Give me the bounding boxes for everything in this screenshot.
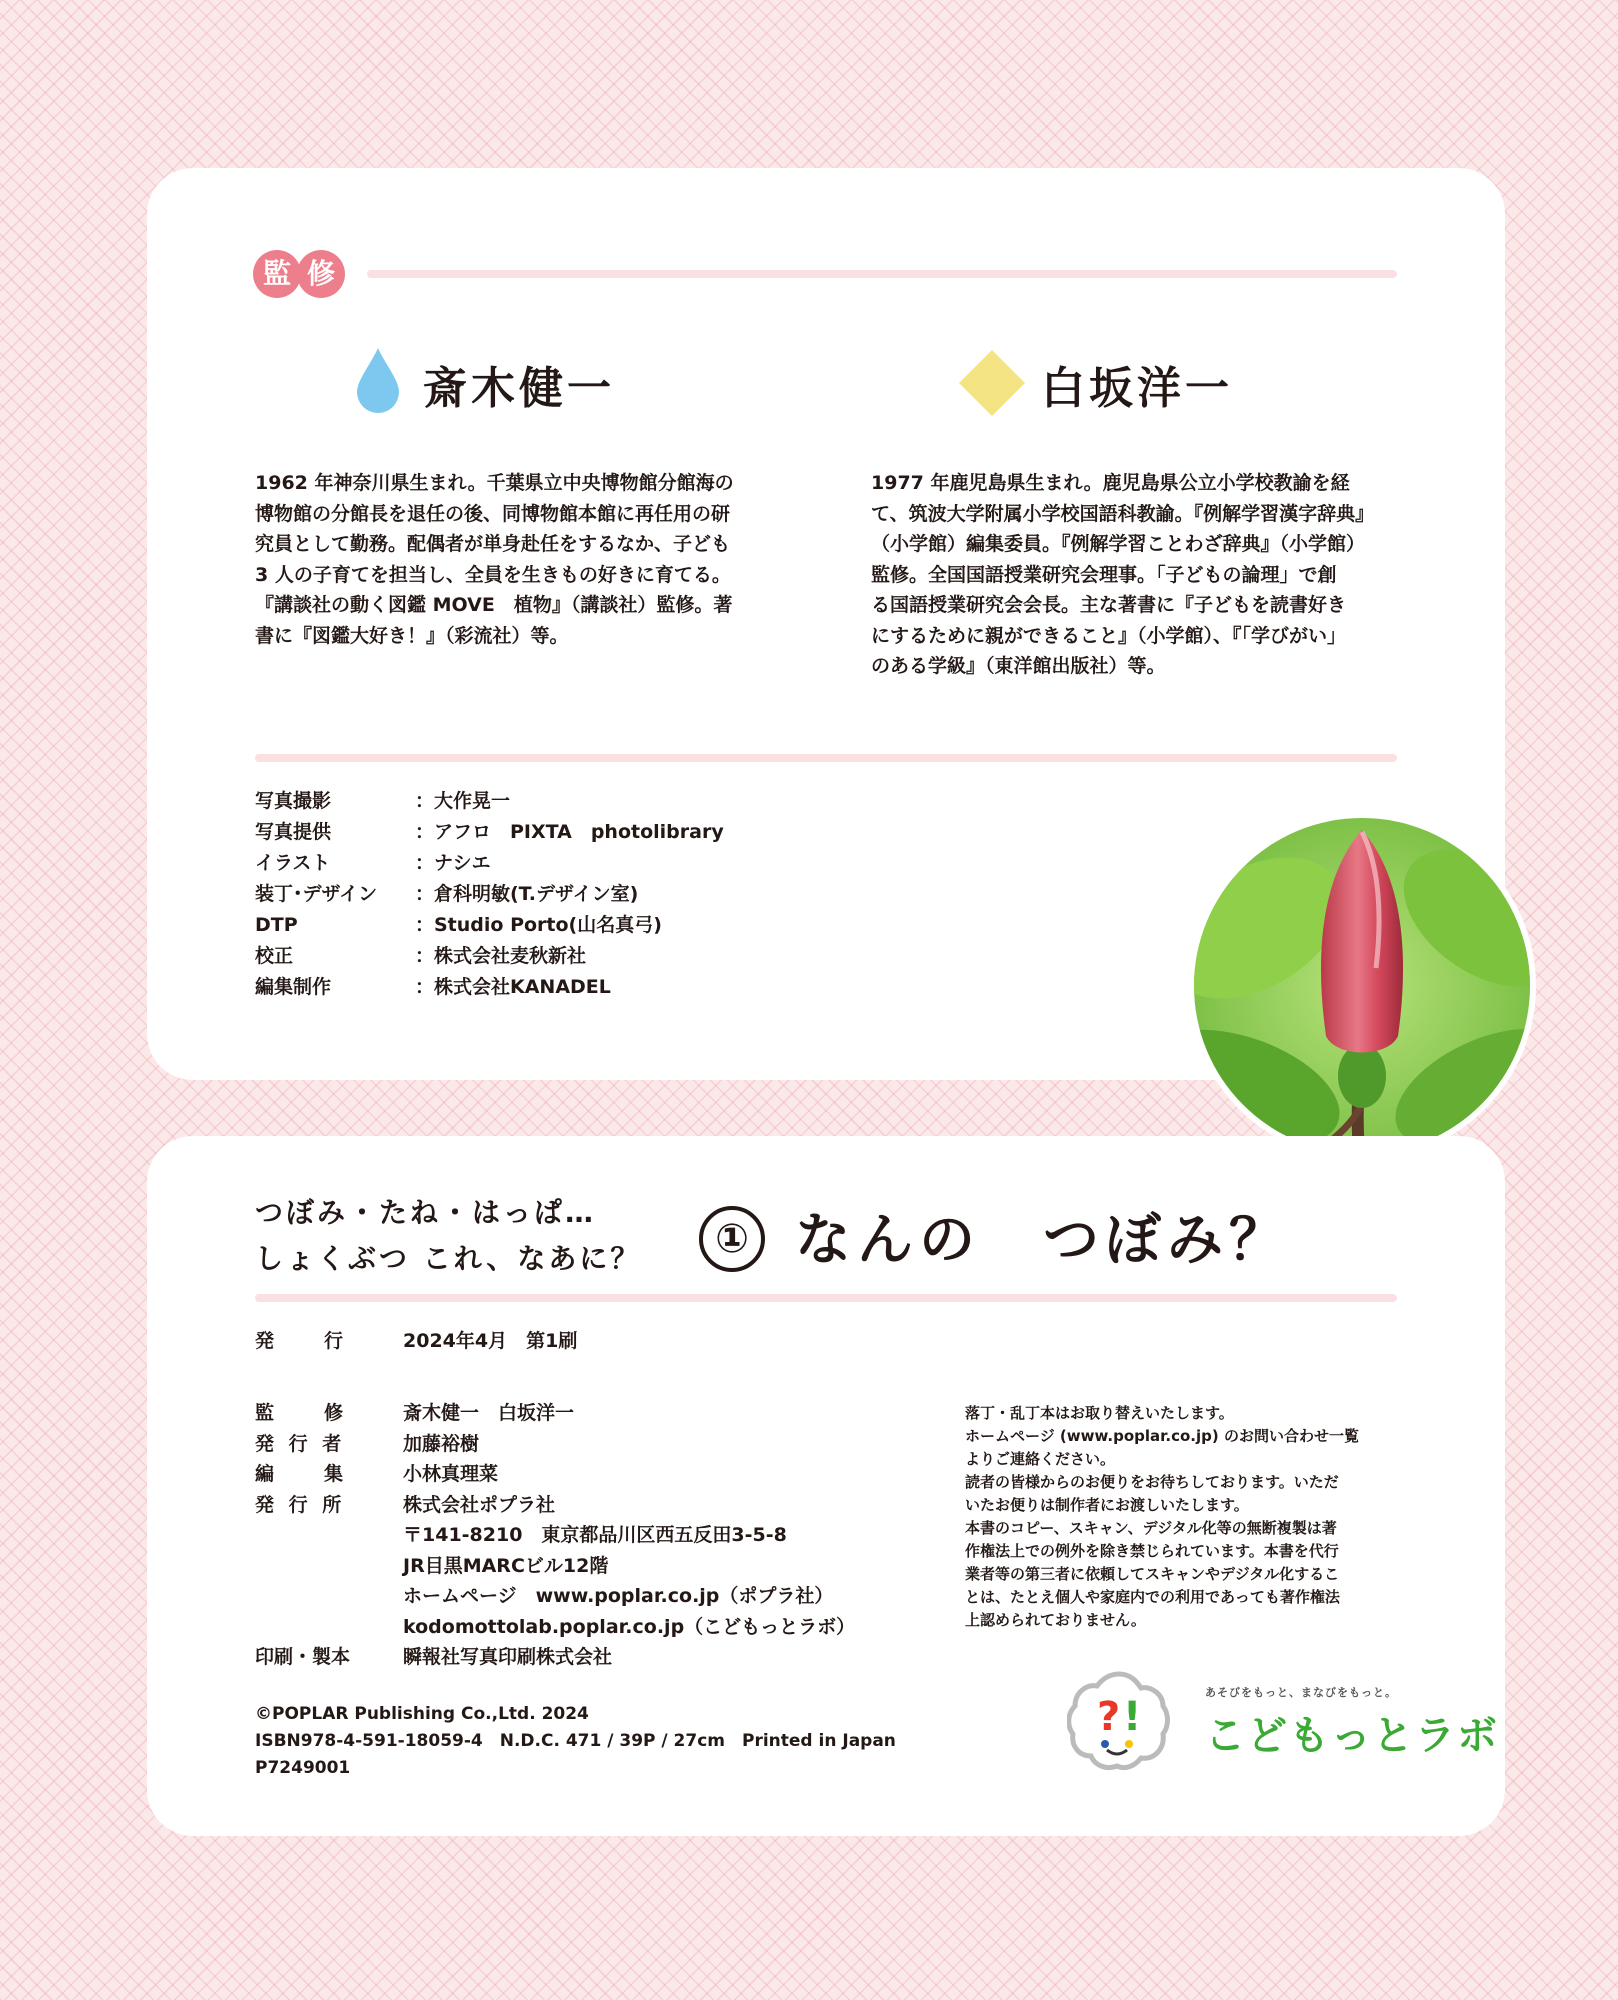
series-title-line-2: しょくぶつ これ、なあに？ xyxy=(255,1242,642,1275)
bio-line: 監修。全国国語授業研究会理事。「子どもの論理」で創 xyxy=(871,563,1337,586)
bio-line: る国語授業研究会会長。主な著書に『子どもを読書好き xyxy=(871,594,1347,616)
notice-line: 業者等の第三者に依頼してスキャンやデジタル化するこ xyxy=(965,1565,1340,1583)
kodomotto-lab-logo-mark xyxy=(1067,1668,1171,1772)
notice-line: 作権法上での例外を除き禁じられています。本書を代行 xyxy=(965,1542,1339,1560)
magnolia-bud-photo xyxy=(1184,808,1540,1164)
pub-row-editor: 編 集 小林真理菜 xyxy=(255,1463,499,1485)
credit-row: 写真提供 ：アフロ PIXTA photolibrary xyxy=(255,821,724,843)
issue-row: 発 行 2024年4月 第1刷 xyxy=(255,1330,578,1352)
supervisor-bio-2 xyxy=(871,468,1431,682)
credit-row: DTP ：Studio Porto(山名真弓) xyxy=(255,914,662,936)
copyright-line: ©POPLAR Publishing Co.,Ltd. 2024 xyxy=(255,1704,589,1724)
supervisor-name-2: 白坂洋一 xyxy=(1041,363,1233,414)
pub-row-publisher-person: 発 行 者 加藤裕樹 xyxy=(255,1432,480,1455)
credit-row: 写真撮影 ：大作晃一 xyxy=(255,790,511,812)
colophon-card xyxy=(147,1136,1505,1836)
notice-line: 読者の皆様からのお便りをお待ちしております。いただ xyxy=(965,1473,1339,1491)
notice-line: 本書のコピー、スキャン、デジタル化等の無断複製は著 xyxy=(965,1519,1337,1537)
product-code: P7249001 xyxy=(255,1758,351,1778)
water-drop-icon xyxy=(355,346,401,414)
notice-line: 上認められておりません。 xyxy=(965,1611,1146,1629)
credit-row: 校正 ：株式会社麦秋新社 xyxy=(255,945,587,967)
series-title xyxy=(255,1190,641,1282)
volume-number: ① xyxy=(699,1206,765,1272)
supervision-badge-char-1: 監 xyxy=(253,250,301,298)
bio-line: 書に『図鑑大好き！』（彩流社）等。 xyxy=(255,624,569,647)
logo-question-mark: ? xyxy=(1097,1694,1121,1740)
logo-exclamation-mark: ! xyxy=(1123,1694,1142,1740)
notice-line: とは、たとえ個人や家庭内での利用であっても著作権法 xyxy=(965,1588,1340,1606)
credits-divider xyxy=(255,754,1397,762)
bio-line: 博物館の分館長を退任の後、同博物館本館に再任用の研 xyxy=(255,502,731,525)
credit-row: 編集制作 ：株式会社KANADEL xyxy=(255,976,611,998)
legal-notice xyxy=(965,1402,1401,1632)
bio-line: て、筑波大学附属小学校国語科教諭。『例解学習漢字辞典』 xyxy=(871,502,1375,525)
bio-line: 3 人の子育てを担当し、全員を生きもの好きに育てる。 xyxy=(255,563,731,586)
series-title-line-1: つぼみ・たね・はっぱ… xyxy=(255,1196,597,1229)
bio-line: にするために親ができること』（小学館）、『「学びがい」 xyxy=(871,624,1347,647)
bio-line: 究員として勤務。配偶者が単身赴任をするなか、子ども xyxy=(255,533,731,555)
title-divider xyxy=(255,1294,1397,1302)
isbn-line: ISBN978-4-591-18059-4 N.D.C. 471 / 39P / 27cm Printed in Japan xyxy=(255,1731,896,1751)
publisher-homepage: ホームページ www.poplar.co.jp（ポプラ社） xyxy=(403,1585,834,1607)
supervisor-name-1: 斎木健一 xyxy=(423,363,615,414)
pub-row-publisher: 発 行 所 株式会社ポプラ社 〒141-8210 東京都品川区西五反田3-5-8 JR目黒MARCビル12階 ホームページ www.poplar.co.jp（ポプラ社） kodomottolab.poplar.co.jp（こどもっとラボ） xyxy=(255,1490,855,1643)
publisher-name: 株式会社ポプラ社 xyxy=(403,1493,556,1516)
heading-divider xyxy=(367,270,1397,278)
logo-tagline: あそびをもっと、まなびをもっと。 xyxy=(1205,1686,1397,1699)
supervision-badge-char-2: 修 xyxy=(297,250,345,298)
supervisor-bio-1 xyxy=(255,468,815,651)
bio-line: 1977 年鹿児島県生まれ。鹿児島県公立小学校教諭を経 xyxy=(871,472,1350,494)
diamond-icon xyxy=(957,348,1027,418)
bio-line: （小学館）編集委員。『例解学習ことわざ辞典』（小学館） xyxy=(871,533,1366,555)
publisher-building: JR目黒MARCビル12階 xyxy=(403,1554,609,1577)
bio-line: のある学級』（東洋館出版社）等。 xyxy=(871,655,1166,677)
notice-line: よりご連絡ください。 xyxy=(965,1450,1116,1468)
publisher-lab-url: kodomottolab.poplar.co.jp（こどもっとラボ） xyxy=(403,1615,856,1638)
logo-name: こどもっとラボ xyxy=(1205,1713,1499,1759)
notice-line: ホームページ (www.poplar.co.jp) のお問い合わせ一覧 xyxy=(965,1427,1359,1445)
bio-line: 1962 年神奈川県生まれ。千葉県立中央博物館分館海の xyxy=(255,472,734,494)
publisher-address: 〒141-8210 東京都品川区西五反田3-5-8 xyxy=(403,1524,787,1546)
bio-line: 『講談社の動く図鑑 MOVE 植物』（講談社）監修。著 xyxy=(255,594,733,616)
credit-row: 装丁･デザイン ：倉科明敏(T.デザイン室) xyxy=(255,883,639,905)
notice-line: いたお便りは制作者にお渡しいたします。 xyxy=(965,1496,1249,1514)
notice-line: 落丁・乱丁本はお取り替えいたします。 xyxy=(965,1404,1234,1422)
book-title: なんの つぼみ？ xyxy=(795,1208,1291,1273)
pub-row-supervision: 監 修 斎木健一 白坂洋一 xyxy=(255,1402,575,1424)
copyright-block xyxy=(255,1701,896,1782)
credit-row: イラスト ：ナシエ xyxy=(255,852,491,874)
pub-row-printer: 印刷・製本 瞬報社写真印刷株式会社 xyxy=(255,1646,613,1668)
